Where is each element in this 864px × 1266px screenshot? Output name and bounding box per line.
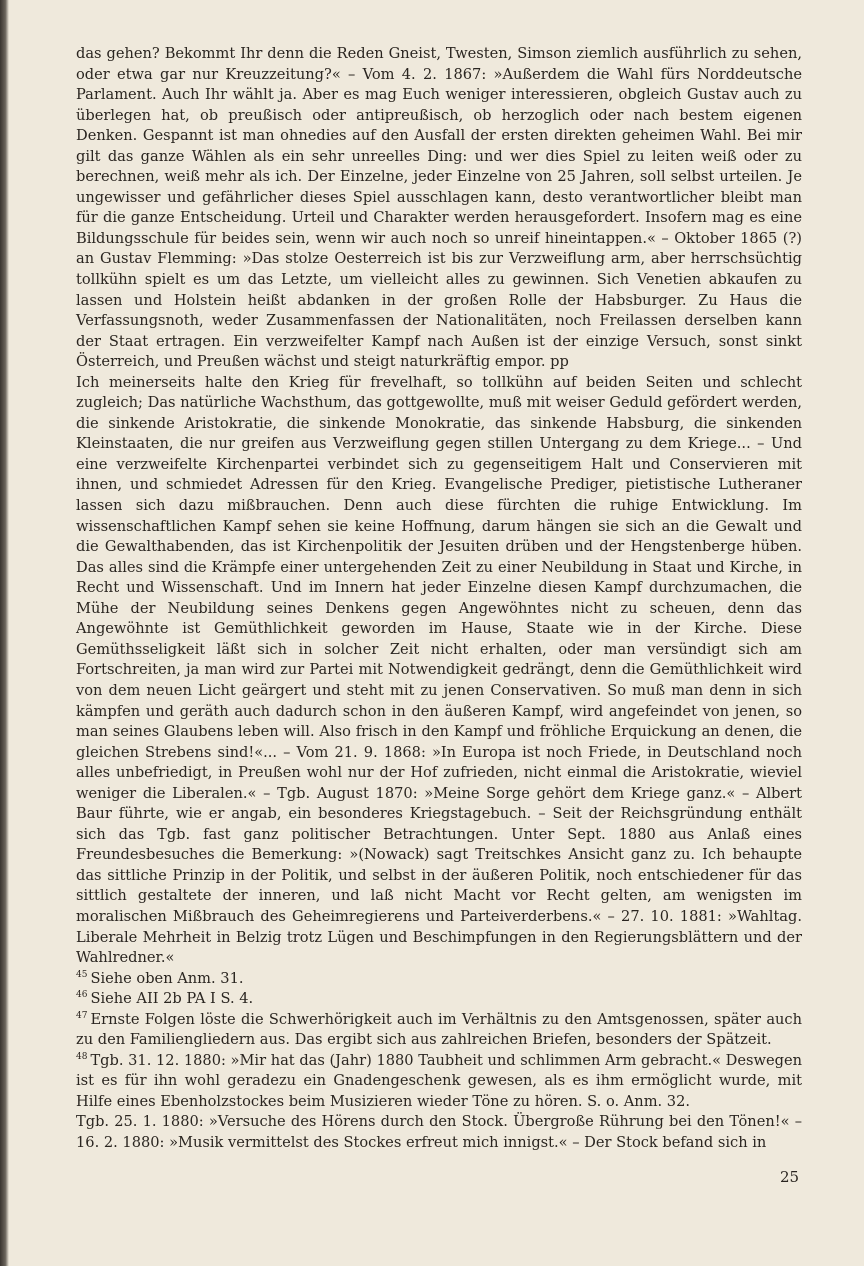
footnote-text: Ernste Folgen löste die Schwerhörigkeit auch im Verhältnis zu den Amtsgenossen, später auch zu den Familiengliedern aus. Das ergibt sich aus zahlreichen Briefen, besonders der Spätzeit. <box>76 1010 802 1049</box>
footnotes <box>76 969 802 1154</box>
body-paragraph-2: Ich meinerseits halte den Krieg für frevelhaft, so tollkühn auf beiden Seiten und schlecht zugleich; Das natürliche Wachsthum, das gottgewollte, muß mit weiser Geduld gefördert werden, die sinkende Aristokratie, die sinkende Monokratie, das sinkende Habsburg, die sinkenden Kleinstaaten, die nur greifen aus Verzweiflung gegen stillen Untergang zu dem Kriege... – Und eine verzweifelte Kirchenpartei verbindet sich zu gegenseitigem Halt und Conservieren mit ihnen, und schmiedet Adressen für den Krieg. Evangelische Prediger, pietistische Lutheraner lassen sich dazu mißbrauchen. Denn auch diese fürchten die ruhige Entwicklung. Im wissenschaftlichen Kampf sehen sie keine Hoffnung, darum hängen sie sich an die Gewalt und die Gewalthabenden, das ist Kirchenpolitik der Jesuiten drüben und der Hengstenberge hüben. Das alles sind die Krämpfe einer untergehenden Zeit zu einer Neubildung in Staat und Kirche, in Recht und Wissenschaft. Und im Innern hat jeder Einzelne diesen Kampf durchzumachen, die Mühe der Neubildung seines Denkens gegen Angewöhntes nicht zu scheuen, denn das Angewöhnte ist Gemüthlichkeit geworden im Hause, Staate wie in der Kirche. Diese Gemüthsseligkeit läßt sich in solcher Zeit nicht erhalten, oder man versündigt sich am Fortschreiten, ja man wird zur Partei mit Notwendigkeit gedrängt, denn die Gemüthlichkeit wird von dem neuen Licht geärgert und steht mit zu jenen Conservativen. So muß man denn in sich kämpfen und geräth auch dadurch schon in den äußeren Kampf, wird angefeindet von jenen, so man seines Glaubens leben will. Also frisch in den Kampf und fröhliche Erquickung an denen, die gleichen Strebens sind!«... – Vom 21. 9. 1868: »In Europa ist noch Friede, in Deutschland noch alles unbefriedigt, in Preußen wohl nur der Hof zufrieden, nicht einmal die Aristokratie, wieviel weniger die Liberalen.« – Tgb. August 1870: »Meine Sorge gehört dem Kriege ganz.« – Albert Baur führte, wie er angab, ein besonderes Kriegstagebuch. – Seit der Reichsgründung enthält sich das Tgb. fast ganz politischer Betrachtungen. Unter Sept. 1880 aus Anlaß eines Freundesbesuches die Bemerkung: »(Nowack) sagt Treitschkes Ansicht ganz zu. Ich behaupte das sittliche Prinzip in der Politik, und selbst in der äußeren Politik, noch entschiedener für das sittlich gestaltete der inneren, und laß nicht Macht vor Recht gelten, am wenigsten im moralischen Mißbrauch des Geheimregierens und Parteiverderbens.« – 27. 10. 1881: »Wahltag. Liberale Mehrheit in Belzig trotz Lügen und Beschimpfungen in den Regierungsblättern und der Wahlredner.« <box>76 373 802 967</box>
footnote-48-continued <box>76 1112 802 1153</box>
footnote-text: Tgb. 31. 12. 1880: »Mir hat das (Jahr) 1880 Taubheit und schlimmen Arm gebracht.« Deswegen ist es für ihn wohl geradezu ein Gnadengeschenk gewesen, als es ihm ermöglicht wurde, mit Hilfe eines Ebenholzstockes beim Musizieren wieder Töne zu hören. S. o. Anm. 32. <box>76 1051 802 1110</box>
document-page <box>76 44 802 1154</box>
footnote-text: Siehe AII 2b PA I S. 4. <box>90 990 254 1008</box>
footnote-number: 48 <box>76 1051 88 1062</box>
footnote-45 <box>76 969 802 990</box>
page-number: 25 <box>780 1168 800 1186</box>
page-edge-shadow <box>0 0 9 1266</box>
body-paragraph-1: das gehen? Bekommt Ihr denn die Reden Gneist, Twesten, Simson ziemlich ausführlich zu sehen, oder etwa gar nur Kreuzzeitung?« – Vom 4. 2. 1867: »Außerdem die Wahl fürs Norddeutsche Parlament. Auch Ihr wählt ja. Aber es mag Euch weniger interessieren, obgleich Gustav auch zu überlegen hat, ob preußisch oder antipreußisch, ob herzoglich oder nach bestem eigenen Denken. Gespannt ist man ohnedies auf den Ausfall der ersten direkten geheimen Wahl. Bei mir gilt das ganze Wählen als ein sehr unreelles Ding: und wer dies Spiel zu leiten weiß oder zu berechnen, weiß mehr als ich. Der Einzelne, jeder Einzelne von 25 Jahren, soll selbst urteilen. Je ungewisser und gefährlicher dieses Spiel ausschlagen kann, desto verantwortlicher bleibt man für die ganze Entscheidung. Urteil und Charakter werden herausgefordert. Insofern mag es eine Bildungsschule für beides sein, wenn wir auch noch so unreif hineintappen.« – Oktober 1865 (?) an Gustav Flemming: »Das stolze Oesterreich ist bis zur Verzweiflung arm, aber herrschsüchtig tollkühn spielt es um das Letzte, um vielleicht alles zu gewinnen. Sich Venetien abkaufen zu lassen und Holstein heißt abdanken in der großen Rolle der Habsburger. Zu Haus die Verfassungsnoth, weder Zusammenfassen der Nationalitäten, noch Freilassen derselben kann der Staat ertragen. Ein verzweifelter Kampf nach Außen ist der einzige Versuch, sonst sinkt Österreich, und Preußen wächst und steigt naturkräftig empor. pp <box>76 45 802 371</box>
footnote-47 <box>76 1010 802 1051</box>
footnote-46 <box>76 989 802 1010</box>
footnote-number: 46 <box>76 990 88 1001</box>
footnote-text: Siehe oben Anm. 31. <box>90 969 244 987</box>
footnote-number: 47 <box>76 1010 88 1021</box>
footnote-48 <box>76 1051 802 1113</box>
footnote-text: Tgb. 25. 1. 1880: »Versuche des Hörens durch den Stock. Übergroße Rührung bei den Tönen!« – 16. 2. 1880: »Musik vermittelst des Stockes erfreut mich innigst.« – Der Stock befand sich in <box>76 1113 802 1151</box>
footnote-number: 45 <box>76 969 88 980</box>
